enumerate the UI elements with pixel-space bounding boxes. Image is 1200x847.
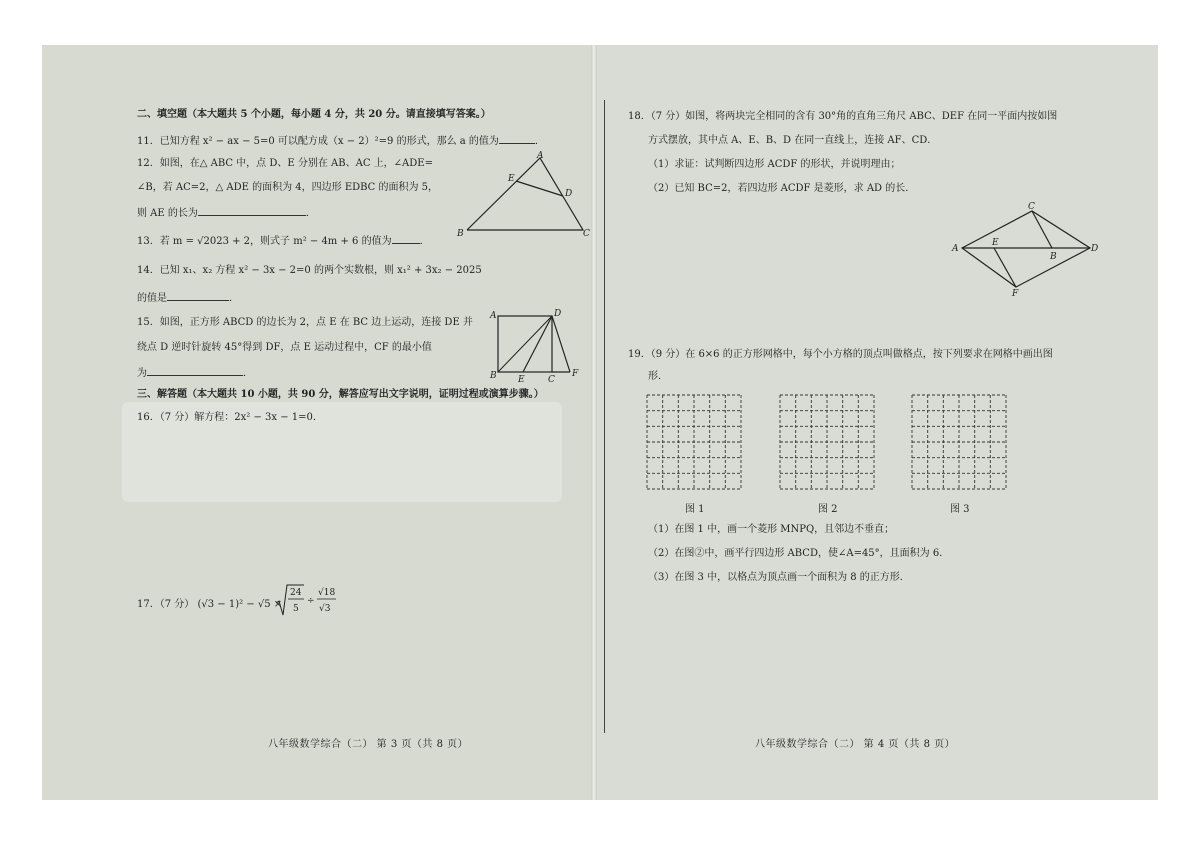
section-solve-heading: 三、解答题（本大题共 10 小题，共 90 分，解答应写出文字说明，证明过程或演算步骤。） <box>137 389 544 400</box>
fig18-label-b: B <box>1050 252 1057 262</box>
fig12-label-c: C <box>583 229 590 239</box>
fig18-label-a: A <box>952 244 959 254</box>
question-17-fractions <box>276 583 346 619</box>
q17-frac2-num: √18 <box>318 588 336 598</box>
question-18-line1: 18．（7 分）如图，将两块完全相同的含有 30°角的直角三角尺 ABC、DEF 在同一平面内按如图 <box>628 111 1058 122</box>
question-15-line2: 绕点 D 逆时针旋转 45°得到 DF，点 E 运动过程中，CF 的最小值 <box>137 342 432 353</box>
caption-figure-2: 图 2 <box>818 504 838 515</box>
question-19-part2: （2）在图②中，画平行四边形 ABCD，使∠A=45°，且面积为 6． <box>648 548 950 559</box>
q17-frac2-den: √3 <box>319 604 331 614</box>
fig12-label-d: D <box>565 189 573 199</box>
question-15-line3: 为 ． <box>137 365 253 381</box>
question-17: 17．（7 分） (√3 − 1)² − √5 × <box>137 599 283 610</box>
caption-figure-3: 图 3 <box>950 504 970 515</box>
question-12-line3: 则 AE 的长为 ． <box>137 205 316 221</box>
answer-blank-13[interactable] <box>392 233 420 244</box>
answer-blank-15[interactable] <box>147 365 243 376</box>
question-19-part3: （3）在图 3 中，以格点为顶点画一个面积为 8 的正方形． <box>648 572 910 583</box>
fig18-label-d: D <box>1091 244 1099 254</box>
page-divider <box>604 100 605 733</box>
fig15-label-f: F <box>572 369 579 379</box>
question-12-line2: ∠B，若 AC=2，△ ADE 的面积为 4，四边形 EDBC 的面积为 5， <box>137 182 439 193</box>
question-14-line2: 的值是 ． <box>137 290 239 306</box>
answer-blank-14[interactable] <box>167 290 229 301</box>
answer-blank-12[interactable] <box>198 205 306 216</box>
figure-15-square <box>490 308 580 383</box>
grid-figure-3[interactable] <box>911 394 1007 490</box>
question-16: 16．（7 分）解方程：2x² − 3x − 1=0． <box>137 412 323 423</box>
page-footer-left: 八年级数学综合（二） 第 3 页（共 8 页） <box>268 739 469 750</box>
fig15-label-a: A <box>490 311 497 321</box>
question-18-part2: （2）已知 BC=2，若四边形 ACDF 是菱形，求 AD 的长． <box>648 183 916 194</box>
fig18-label-f: F <box>1012 289 1019 299</box>
q17-divide: ÷ <box>307 596 315 606</box>
fig18-label-e: E <box>992 238 999 248</box>
answer-blank-11[interactable] <box>499 133 535 144</box>
question-19-line2: 形． <box>648 371 668 382</box>
fig15-label-d: D <box>554 309 562 319</box>
fig15-label-e: E <box>518 375 525 385</box>
fig12-label-e: E <box>508 174 515 184</box>
fig18-label-c: C <box>1028 202 1035 212</box>
fig15-label-b: B <box>490 371 497 381</box>
figure-18-rhombus <box>950 203 1100 298</box>
fig12-label-b: B <box>457 229 464 239</box>
page-footer-right: 八年级数学综合（二） 第 4 页（共 8 页） <box>755 739 956 750</box>
caption-figure-1: 图 1 <box>685 504 705 515</box>
question-13: 13．若 m = √2023 + 2，则式子 m² − 4m + 6 的值为 ． <box>137 233 430 249</box>
fig12-label-a: A <box>537 151 544 161</box>
section-fill-in-heading: 二、填空题（本大题共 5 个小题，每小题 4 分，共 20 分。请直接填写答案。） <box>137 109 491 120</box>
grid-figure-2[interactable] <box>779 394 875 490</box>
question-18-line2: 方式摆放，其中点 A、E、B、D 在同一直线上，连接 AF、CD． <box>648 135 938 146</box>
q17-frac1-num: 24 <box>290 588 302 598</box>
fig15-label-c: C <box>548 375 555 385</box>
q17-frac1-den: 5 <box>293 604 299 614</box>
question-11: 11．已知方程 x² − ax − 5=0 可以配方成（x − 2）²=9 的形式，那么 a 的值为 ． <box>137 133 545 149</box>
figure-12-triangle <box>455 150 595 240</box>
question-12-line1: 12．如图，在△ ABC 中，点 D、E 分别在 AB、AC 上，∠ADE= <box>137 158 433 169</box>
question-15-line1: 15．如图，正方形 ABCD 的边长为 2，点 E 在 BC 边上运动，连接 DE 并 <box>137 317 473 328</box>
question-19-part1: （1）在图 1 中，画一个菱形 MNPQ，且邻边不垂直； <box>648 524 895 535</box>
question-14-line1: 14．已知 x₁、x₂ 方程 x² − 3x − 2=0 的两个实数根，则 x₁² + 3x₂ − 2025 <box>137 265 482 276</box>
question-19-line1: 19．（9 分）在 6×6 的正方形网格中，每个小方格的顶点叫做格点，按下列要求在网格中画出图 <box>628 349 1053 360</box>
grid-figure-1[interactable] <box>646 394 742 490</box>
question-18-part1: （1）求证：试判断四边形 ACDF 的形状，并说明理由； <box>648 159 901 170</box>
